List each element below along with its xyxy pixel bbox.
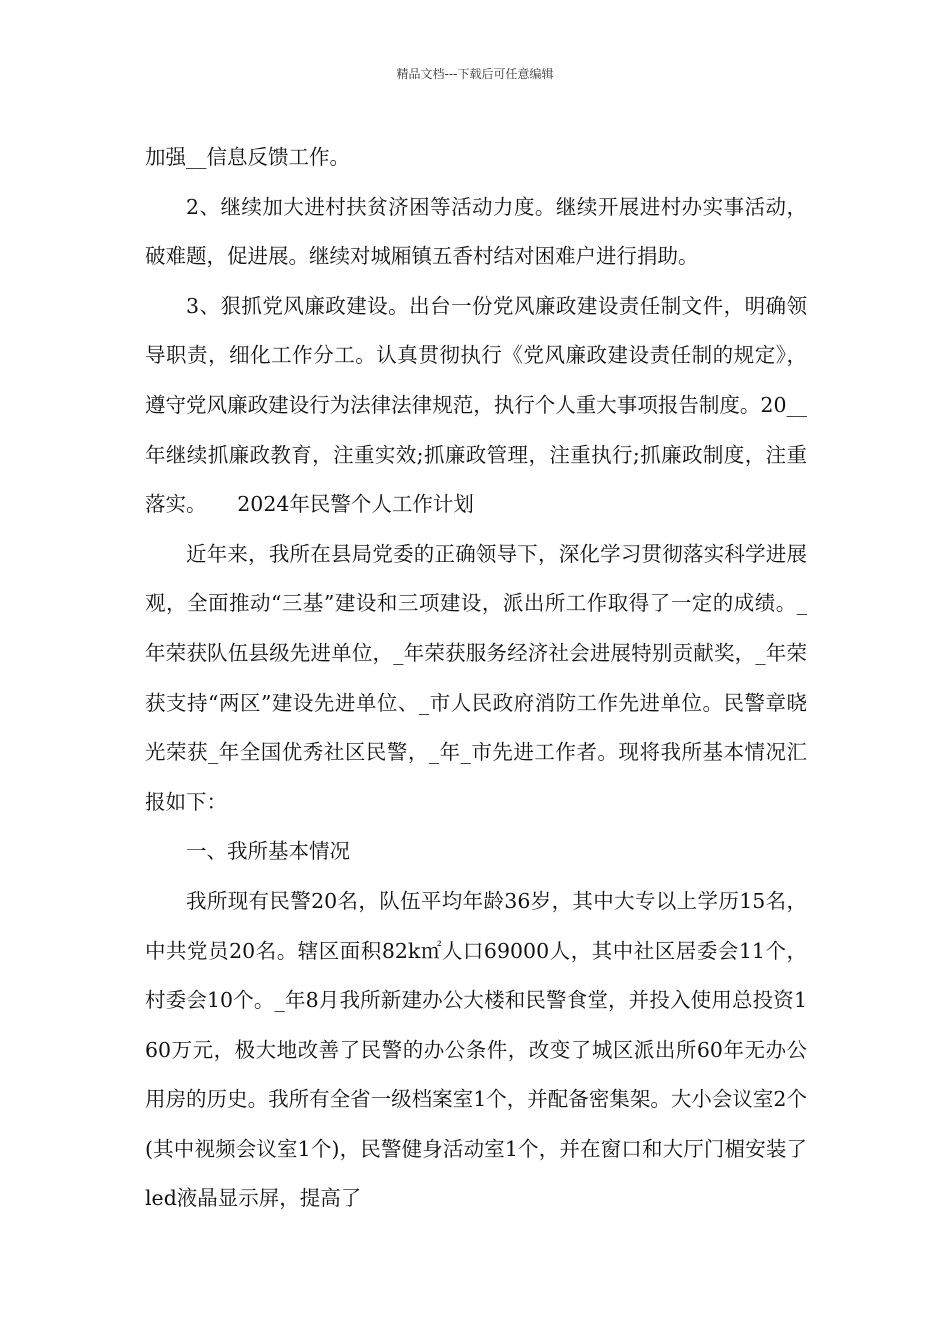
paragraph-item-2: 2、继续加大进村扶贫济困等活动力度。继续开展进村办实事活动，破难题，促进展。继续对城厢镇五香村结对困难户进行捐助。: [145, 194, 807, 269]
section-heading: 一、我所基本情况: [186, 839, 350, 864]
paragraph-basic-info: 我所现有民警20名，队伍平均年龄36岁，其中大专以上学历15名，中共党员20名。辖区面积82k㎡人口69000人，其中社区居委会11个，村委会10个。_年8月我所新建办公大楼和民警食堂，并投入使用总投资160万元，极大地改善了民警的办公条件，改变了城区派出所60年无办公用房的历史。我所有全省一级档案室1个，并配备密集架。大小会议室2个(其中视频会议室1个)，民警健身活动室1个，并在窗口和大厅门楣安装了led液晶显示屏，提高了: [145, 888, 807, 1211]
paragraph-item-3: 3、狠抓党风廉政建设。出台一份党风廉政建设责任制文件，明确领导职责，细化工作分工。认真贯彻执行《党风廉政建设责任制的规定》，遵守党风廉政建设行为法律法律规范，执行个人重大事项报告制度。20__年继续抓廉政教育，注重实效;抓廉政管理，注重执行;抓廉政制度，注重落实。 2024年民警个人工作计划: [145, 293, 807, 517]
paragraph-intro: 近年来，我所在县局党委的正确领导下，深化学习贯彻落实科学进展观，全面推动“三基”建设和三项建设，派出所工作取得了一定的成绩。_年荣获队伍县级先进单位，_年荣获服务经济社会进展特别贡献奖，_年荣获支持“两区”建设先进单位、_市人民政府消防工作先进单位。民警章晓光荣获_年全国优秀社区民警，_年_市先进工作者。现将我所基本情况汇报如下：: [145, 541, 807, 814]
document-body: [145, 133, 807, 1224]
paragraph-continuation: 加强__信息反馈工作。: [145, 145, 350, 169]
page-header: 精品文档---下载后可任意编辑: [396, 67, 554, 81]
